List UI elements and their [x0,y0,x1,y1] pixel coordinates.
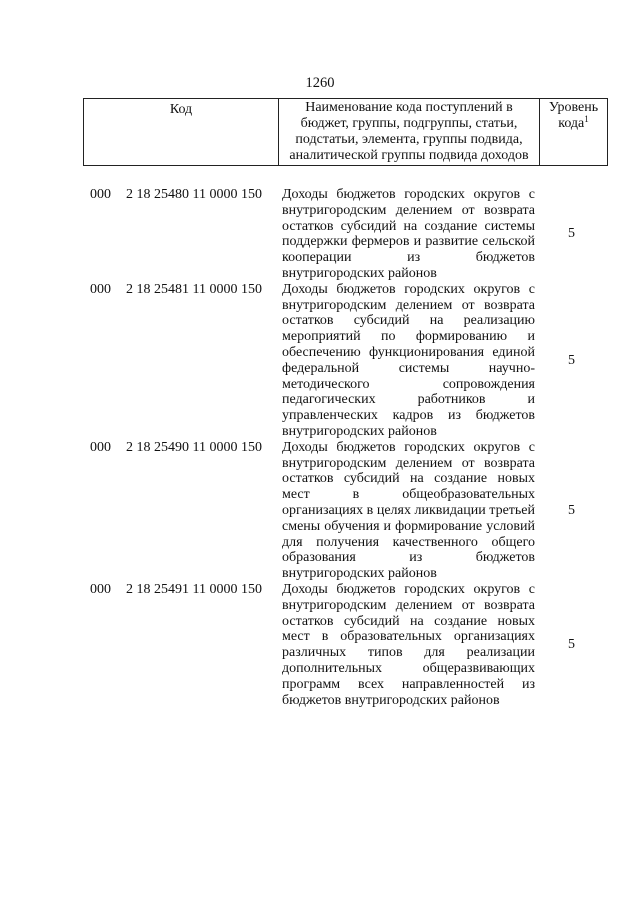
header-level [540,99,608,166]
code-level: 5 [568,226,575,242]
header-level-label: Уровень кода [548,100,599,131]
code-level: 5 [568,637,575,653]
income-name: Доходы бюджетов городских округов с внутригородским делением от возврата остатков субсидий на создание новых мест в общеобразовательных организациях в целях ликвидации третьей смены обучения и формирование условий для получения качественного общего образования из бюджетов внутригородских районов [282,439,535,582]
code-level: 5 [568,502,575,518]
header-name: Наименование кода поступлений в бюджет, группы, подгруппы, статьи, подстатьи, элемента, группы подвида, аналитической группы подвида доходов [279,99,540,166]
income-name: Доходы бюджетов городских округов с внутригородским делением от возврата остатков субсидий на реализацию мероприятий по формированию и обеспечению функционирования единой федеральной системы научно-методического сопровождения педагогических работников и управленческих кадров из бюджетов внутригородских районов [282,281,535,439]
header-table [83,98,608,166]
income-code: 2 18 25481 11 0000 150 [126,281,262,297]
admin-code: 000 [90,439,111,455]
income-code: 2 18 25491 11 0000 150 [126,581,262,597]
code-level: 5 [568,352,575,368]
admin-code: 000 [90,281,111,297]
income-name: Доходы бюджетов городских округов с внутригородским делением от возврата остатков субсидий на создание новых мест в образовательных организациях различных типов для реализации дополнительных общеразвивающих программ всех направленностей из бюджетов внутригородских районов [282,581,535,708]
table-row [0,440,640,582]
income-code: 2 18 25480 11 0000 150 [126,187,262,202]
header-row [84,99,608,166]
table-row [0,582,640,708]
footnote-marker: 1 [584,114,589,124]
income-name: Доходы бюджетов городских округов с внутригородским делением от возврата остатков субсидий на создание системы поддержки фермеров и развитие сельской кооперации из бюджетов внутригородских районов [282,187,535,281]
admin-code: 000 [90,581,111,597]
page-number: 1260 [305,75,335,91]
table-row [0,282,640,440]
header-code: Код [84,99,279,166]
admin-code: 000 [90,187,111,202]
table-row [0,187,640,282]
code-list [0,187,640,708]
income-code: 2 18 25490 11 0000 150 [126,439,262,455]
